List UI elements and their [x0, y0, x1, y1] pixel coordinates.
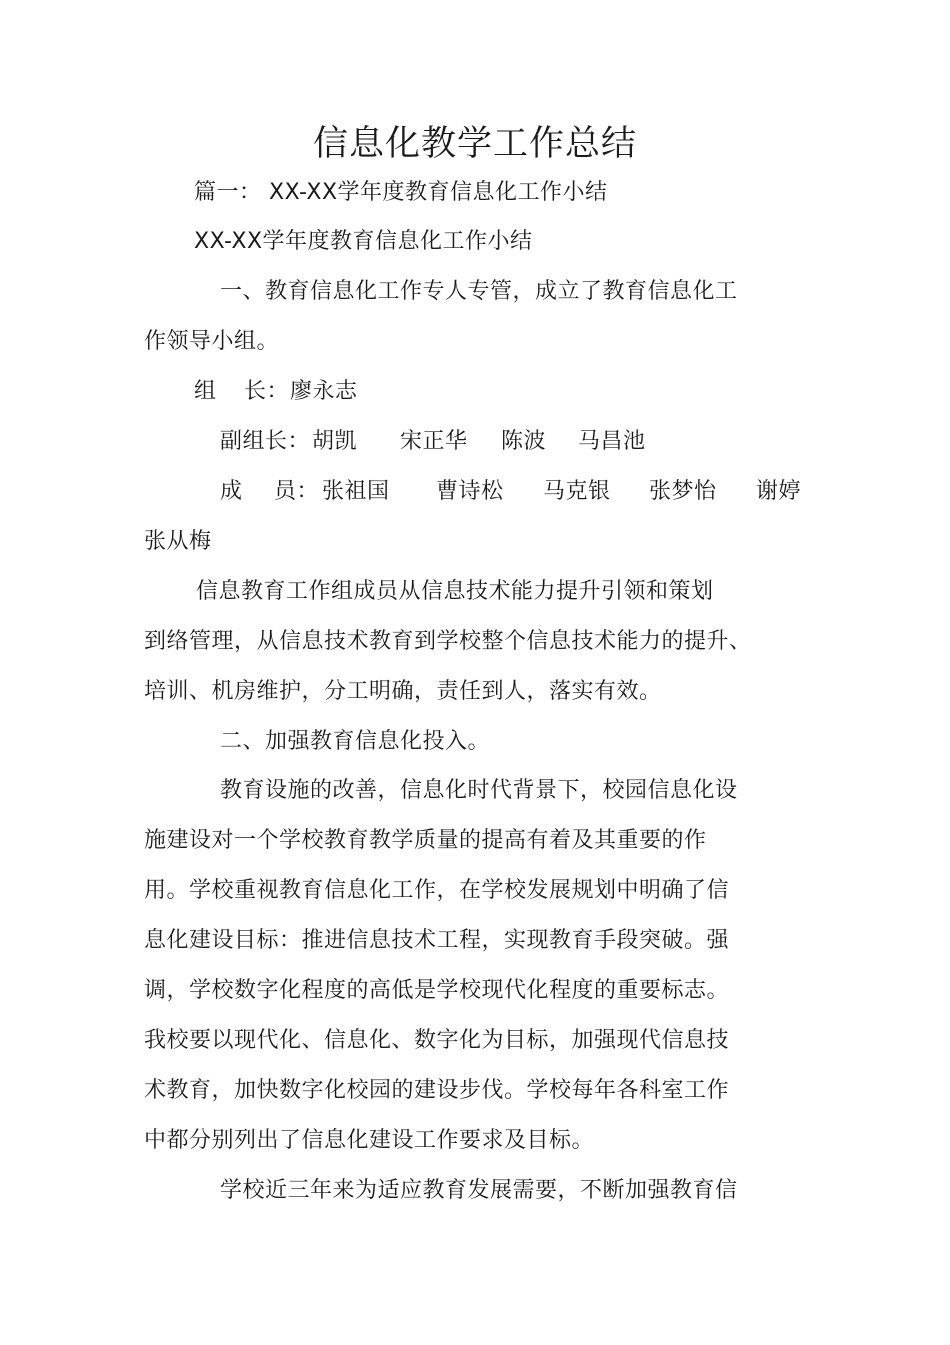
section-1-heading: 一、教育信息化工作专人专管，成立了教育信息化工: [220, 279, 738, 304]
deputy-name: 胡凯: [312, 429, 358, 454]
article-heading: 篇一： XX-XX学年度教育信息化工作小结: [194, 180, 608, 205]
paragraph-line: 培训、机房维护，分工明确，责任到人，落实有效。: [144, 679, 662, 704]
paragraph-line: 调，学校数字化程度的高低是学校现代化程度的重要标志。: [144, 978, 730, 1003]
paragraph-line: 息化建设目标：推进信息技术工程，实现教育手段突破。强: [144, 928, 730, 953]
document-title: 信息化教学工作总结: [312, 124, 637, 164]
paragraph-line: 中都分别列出了信息化建设工作要求及目标。: [144, 1128, 595, 1153]
leader-label-b: 长：: [244, 379, 290, 404]
paragraph-line: 教育设施的改善，信息化时代背景下，校园信息化设: [220, 778, 738, 803]
deputy-name: 宋正华: [400, 429, 468, 454]
deputy-name: 陈波: [501, 429, 547, 454]
paragraph-line: 我校要以现代化、信息化、数字化为目标，加强现代信息技: [144, 1028, 730, 1053]
member-name: 谢婷: [756, 479, 802, 504]
member-name: 张梦怡: [649, 479, 717, 504]
paragraph-line: 到络管理，从信息技术教育到学校整个信息技术能力的提升、: [144, 629, 752, 654]
member-name: 曹诗松: [436, 479, 504, 504]
members-label-a: 成: [220, 479, 243, 504]
deputy-label: 副组长：: [220, 429, 311, 454]
member-name: 张祖国: [322, 479, 390, 504]
members-row: [220, 477, 820, 507]
member-name: 马克银: [543, 479, 611, 504]
members-label-b: 员：: [274, 479, 320, 504]
paragraph-line: 施建设对一个学校教育教学质量的提高有着及其重要的作: [144, 828, 707, 853]
deputy-row: [220, 427, 680, 457]
member-name: 张从梅: [144, 529, 212, 554]
paragraph-line: 信息教育工作组成员从信息技术能力提升引领和策划: [196, 579, 714, 604]
leader-row: [194, 377, 394, 407]
leader-name: 廖永志: [290, 379, 358, 404]
deputy-name: 马昌池: [578, 429, 646, 454]
section-2-heading: 二、加强教育信息化投入。: [220, 729, 491, 754]
report-heading: XX-XX学年度教育信息化工作小结: [194, 229, 533, 254]
leader-label-a: 组: [194, 379, 217, 404]
paragraph-line: 术教育，加快数字化校园的建设步伐。学校每年各科室工作: [144, 1078, 730, 1103]
section-1-heading-cont: 作领导小组。: [144, 329, 280, 354]
paragraph-line: 学校近三年来为适应教育发展需要，不断加强教育信: [220, 1178, 738, 1203]
paragraph-line: 用。学校重视教育信息化工作，在学校发展规划中明确了信: [144, 878, 730, 903]
